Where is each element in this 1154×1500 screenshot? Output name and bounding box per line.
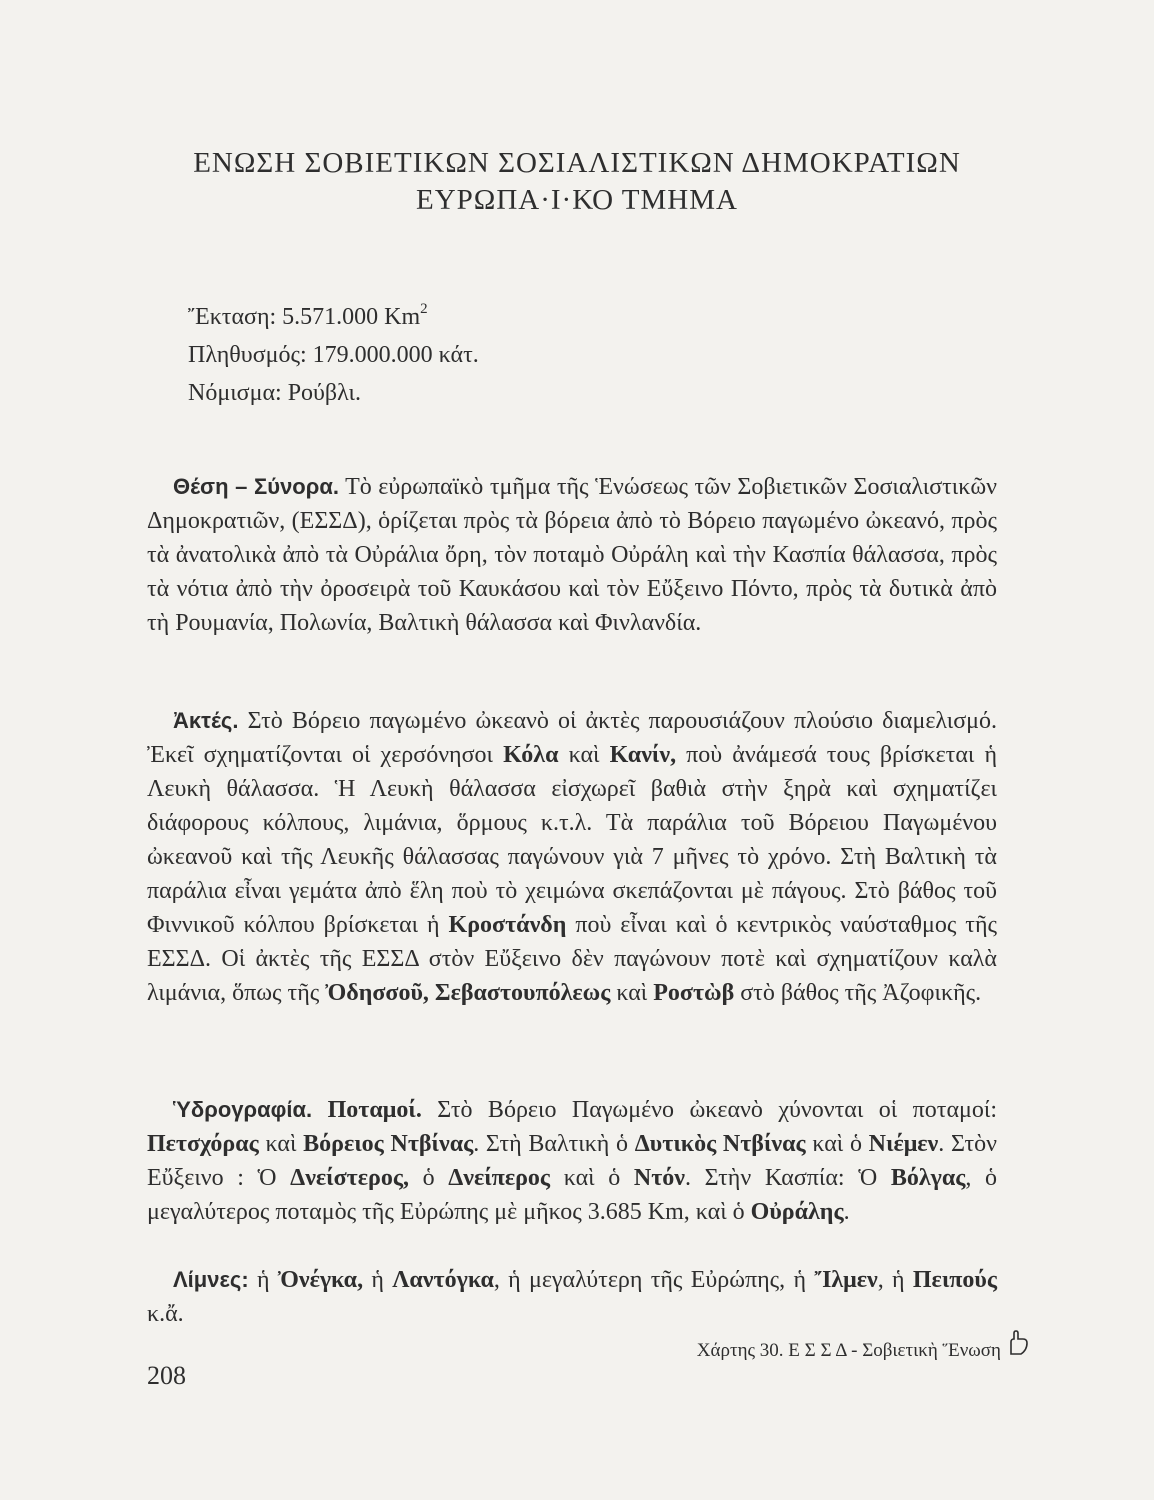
coasts-paragraph (147, 704, 997, 1010)
population-fact: Πληθυσμός: 179.000.000 κάτ. (188, 342, 479, 368)
rivers-subheading: Ποταμοί. (327, 1097, 422, 1123)
position-text: Τὸ εὐρωπαϊκὸ τμῆμα τῆς Ἑνώσεως τῶν Σοβιετικῶν Σοσιαλιστικῶν Δημοκρατιῶν, (ΕΣΣΔ), ὁρίζεται πρὸς τὰ βόρεια ἀπὸ τὸ Βόρειο παγωμένο ὠκεανό, πρὸς τὰ ἀνατολικὰ ἀπὸ τὰ Οὐράλια ὄρη, τὸν ποταμὸ Οὐράλη καὶ τὴν Κασπία θάλασσα, πρὸς τὰ νότια ἀπὸ τὴν ὀροσειρὰ τοῦ Καυκάσου καὶ τὸν Εὔξεινο Πόντο, πρὸς τὰ δυτικὰ ἀπὸ τὴ Ρουμανία, Πολωνία, Βαλτικὴ θάλασσα καὶ Φινλανδία. (147, 474, 997, 636)
river-name: Πετσχόρας (147, 1131, 259, 1157)
coasts-text: καὶ (610, 980, 654, 1006)
hydrography-heading: Ὑδρογραφία. (173, 1097, 313, 1122)
river-name: Ντόν (633, 1165, 685, 1191)
lakes-text: ἡ (363, 1267, 393, 1293)
coasts-text: καὶ (558, 742, 610, 768)
river-name: Δνείστερος, (290, 1165, 409, 1191)
lakes-text: κ.ἄ. (147, 1301, 184, 1327)
hydrography-paragraph (147, 1093, 997, 1229)
coasts-text: στὸ βάθος τῆς Ἀζοφικῆς. (734, 980, 982, 1006)
area-text: Ἔκταση: 5.571.000 Km (188, 304, 421, 330)
hydro-text: . Στὸν Εὔξεινο : Ὁ (147, 1131, 998, 1191)
page-number: 208 (147, 1361, 186, 1390)
hydro-text: . Στὴν Κασπία: Ὁ (684, 1165, 891, 1191)
river-name: Νιέμεν (868, 1131, 939, 1157)
coasts-text: ποὺ εἶναι καὶ ὁ κεντρικὸς ναύσταθμος τῆς ΕΣΣΔ. Οἱ ἀκτὲς τῆς ΕΣΣΔ στὸν Εὔξεινο δὲν παγώνουν ποτὲ καὶ σχηματίζουν καλὰ λιμάνια, ὅπως τῆς (147, 912, 998, 1006)
hand-pointer-icon (1007, 1330, 1029, 1364)
river-name: Οὐράλης (750, 1199, 844, 1225)
hydro-text: . (843, 1199, 850, 1225)
lake-name: Ἴλμεν (814, 1267, 878, 1293)
facts-block (188, 298, 479, 412)
coasts-term: Κροστάνδη (448, 912, 567, 938)
coasts-text: ποὺ ἀνάμεσά τους βρίσκεται ἡ Λευκὴ θάλασσα. Ἡ Λευκὴ θάλασσα εἰσχωρεῖ βαθιὰ στὴν ξηρὰ καὶ σχηματίζει διάφορους κόλπους, λιμάνια, ὅρμους κ.τ.λ. Τὰ παράλια τοῦ Βόρειου Παγωμένου ὠκεανοῦ καὶ τῆς Λευκῆς θάλασσας παγώνουν γιὰ 7 μῆνες τὸ χρόνο. Στὴ Βαλτικὴ τὰ παράλια εἶναι γεμάτα ἀπὸ ἕλη ποὺ τὸ χειμώνα σκεπάζονται μὲ πάγους. Στὸ βάθος τοῦ Φιννικοῦ κόλπου βρίσκεται ἡ (147, 742, 997, 938)
area-superscript: 2 (420, 301, 428, 317)
position-paragraph (147, 470, 997, 640)
lakes-text: ἡ (248, 1267, 278, 1293)
coasts-text: Στὸ Βόρειο παγωμένο ὠκεανὸ οἱ ἀκτὲς παρουσιάζουν πλούσιο διαμελισμό. Ἐκεῖ σχηματίζονται οἱ χερσόνησοι (147, 708, 997, 768)
hydro-text: καὶ (258, 1131, 304, 1157)
lake-name: Λαντόγκα (392, 1267, 494, 1293)
river-name: Δνείπερος (448, 1165, 551, 1191)
hydro-text: . Στὴ Βαλτικὴ ὁ (473, 1131, 635, 1157)
position-heading: Θέση – Σύνορα. (173, 474, 339, 499)
coasts-heading: Ἀκτές. (173, 708, 239, 733)
hydro-text: καὶ ὁ (550, 1165, 634, 1191)
coasts-term: Ὀδησσοῦ, Σεβαστουπόλεως (325, 980, 611, 1006)
river-name: Δυτικὸς Ντβίνας (634, 1131, 806, 1157)
river-name: Βόλγας (890, 1165, 966, 1191)
page-title-line2: ΕΥΡΩΠΑ·Ι·ΚΟ ΤΜΗΜΑ (416, 184, 738, 216)
hydro-text: καὶ ὁ (805, 1131, 869, 1157)
coasts-term: Ροστὼβ (653, 980, 735, 1006)
hydro-text: , ὁ μεγαλύτερος ποταμὸς τῆς Εὐρώπης μὲ μῆκος 3.685 Km, καὶ ὁ (147, 1165, 997, 1225)
lakes-text: , ἡ μεγαλύτερη τῆς Εὐρώπης, ἡ (493, 1267, 815, 1293)
area-fact (188, 298, 479, 336)
hydro-text: Στὸ Βόρειο Παγωμένο ὠκεανὸ χύνονται οἱ ποταμοί: (421, 1097, 998, 1123)
lake-name: Ὀνέγκα, (277, 1267, 364, 1293)
map-caption (697, 1330, 1029, 1365)
currency-fact: Νόμισμα: Ρούβλι. (188, 380, 361, 406)
lakes-paragraph (147, 1263, 997, 1331)
lakes-heading: Λίμνες: (173, 1267, 249, 1292)
coasts-term: Κόλα (503, 742, 559, 768)
page-title-line1: ΕΝΩΣΗ ΣΟΒΙΕΤΙΚΩΝ ΣΟΣΙΑΛΙΣΤΙΚΩΝ ΔΗΜΟΚΡΑΤΙΩΝ (193, 147, 961, 179)
lakes-text: , ἡ (877, 1267, 913, 1293)
map-caption-text: Χάρτης 30. Ε Σ Σ Δ - Σοβιετικὴ Ἕνωση (696, 1340, 1001, 1361)
coasts-term: Κανίν, (609, 742, 677, 768)
hydro-text: ὁ (408, 1165, 449, 1191)
lake-name: Πειπούς (912, 1267, 997, 1293)
river-name: Βόρειος Ντβίνας (303, 1131, 474, 1157)
